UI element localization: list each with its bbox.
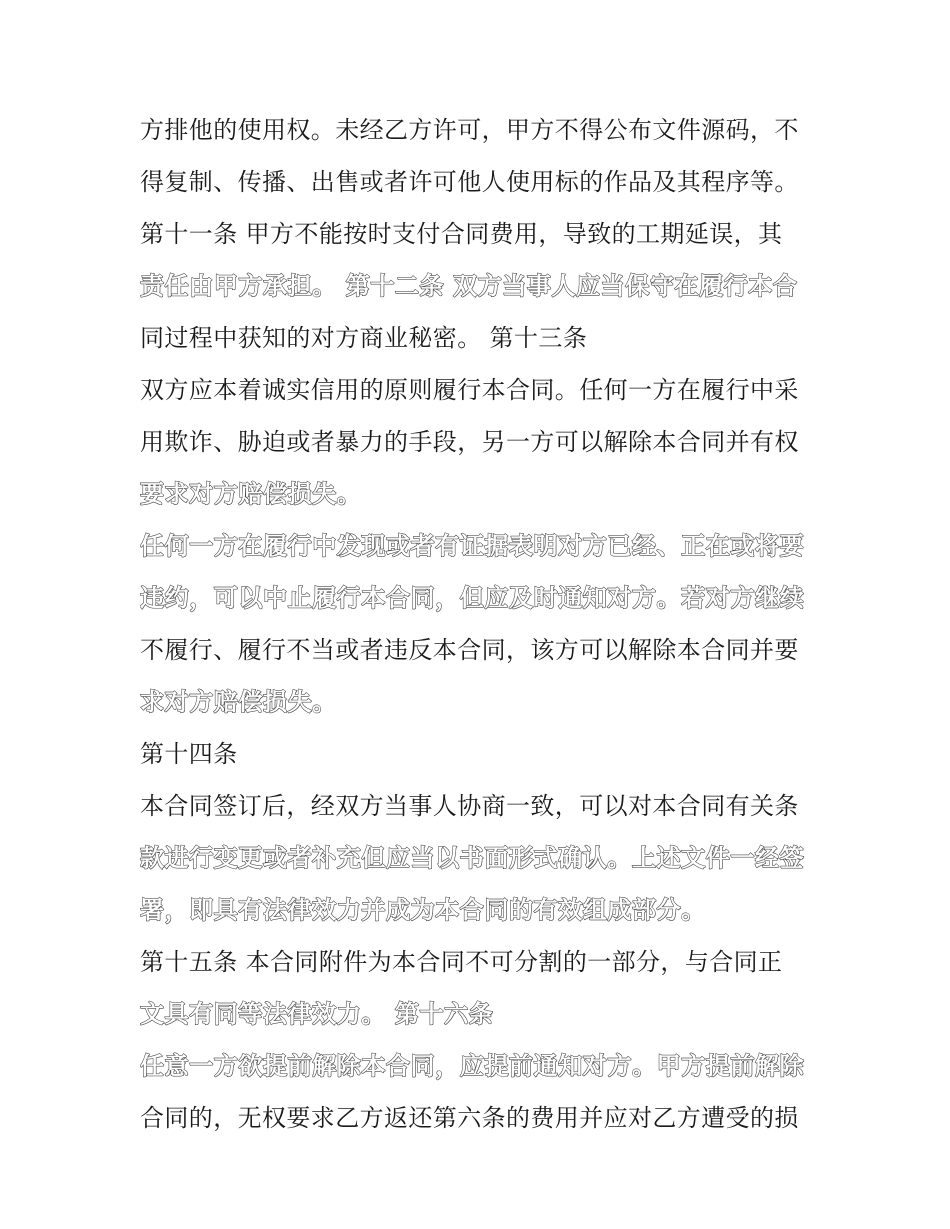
text-segment: 第十五条 本合同附件为本合同不可分割的一部分，与合同正 — [140, 948, 783, 976]
text-line — [140, 468, 820, 520]
text-line — [140, 312, 820, 364]
outlined-text-segment: 任意一方欲提前解除本合同，应提前通知对方。甲方提前解除 — [140, 1052, 805, 1080]
text-line — [140, 520, 820, 572]
outlined-text-segment: 求对方赔偿损失。 — [140, 688, 337, 716]
text-line — [140, 936, 820, 988]
text-segment: 第十一条 甲方不能按时支付合同费用，导致的工期延误，其 — [140, 220, 783, 248]
outlined-text-segment: 款进行变更或者补充但应当以书面形式确认。上述文件一经签 — [140, 844, 805, 872]
text-line — [140, 416, 820, 468]
outlined-text-segment: 违约，可以中止履行本合同，但应及时通知对方。若对方继续 — [140, 584, 805, 612]
text-segment: 方排他的使用权。未经乙方许可，甲方不得公布文件源码，不 — [140, 116, 799, 144]
text-line — [140, 260, 820, 312]
text-segment: 双方应本着诚实信用的原则履行本合同。任何一方在履行中采 — [140, 376, 799, 404]
text-line — [140, 1092, 820, 1144]
text-segment: 同过程中获知的对方商业秘密。 第十三条 — [140, 324, 588, 352]
text-segment: 用欺诈、胁迫或者暴力的手段，另一方可以解除本合同并有权 — [140, 428, 799, 456]
text-line — [140, 1040, 820, 1092]
text-line — [140, 208, 820, 260]
text-segment: 得复制、传播、出售或者许可他人使用标的作品及其程序等。 — [140, 168, 799, 196]
contract-text-body — [140, 104, 820, 1144]
text-line — [140, 728, 820, 780]
text-line — [140, 988, 820, 1040]
outlined-text-segment: 责任由甲方承担。 第十二条 双方当事人应当保守在履行本合 — [140, 272, 798, 300]
text-line — [140, 104, 820, 156]
outlined-text-segment: 文具有同等法律效力。 第十六条 — [140, 1000, 494, 1028]
outlined-text-segment: 署，即具有法律效力并成为本合同的有效组成部分。 — [140, 896, 706, 924]
text-segment: 本合同签订后，经双方当事人协商一致，可以对本合同有关条 — [140, 792, 799, 820]
text-line — [140, 676, 820, 728]
text-line — [140, 156, 820, 208]
text-line — [140, 624, 820, 676]
outlined-text-segment: 要求对方赔偿损失。 — [140, 480, 362, 508]
text-line — [140, 364, 820, 416]
text-line — [140, 572, 820, 624]
text-line — [140, 884, 820, 936]
text-line — [140, 780, 820, 832]
text-segment: 合同的，无权要求乙方返还第六条的费用并应对乙方遭受的损 — [140, 1104, 799, 1132]
text-segment: 第十四条 — [140, 740, 238, 768]
outlined-text-segment: 任何一方在履行中发现或者有证据表明对方已经、正在或将要 — [140, 532, 805, 560]
text-segment: 不履行、履行不当或者违反本合同，该方可以解除本合同并要 — [140, 636, 799, 664]
text-line — [140, 832, 820, 884]
